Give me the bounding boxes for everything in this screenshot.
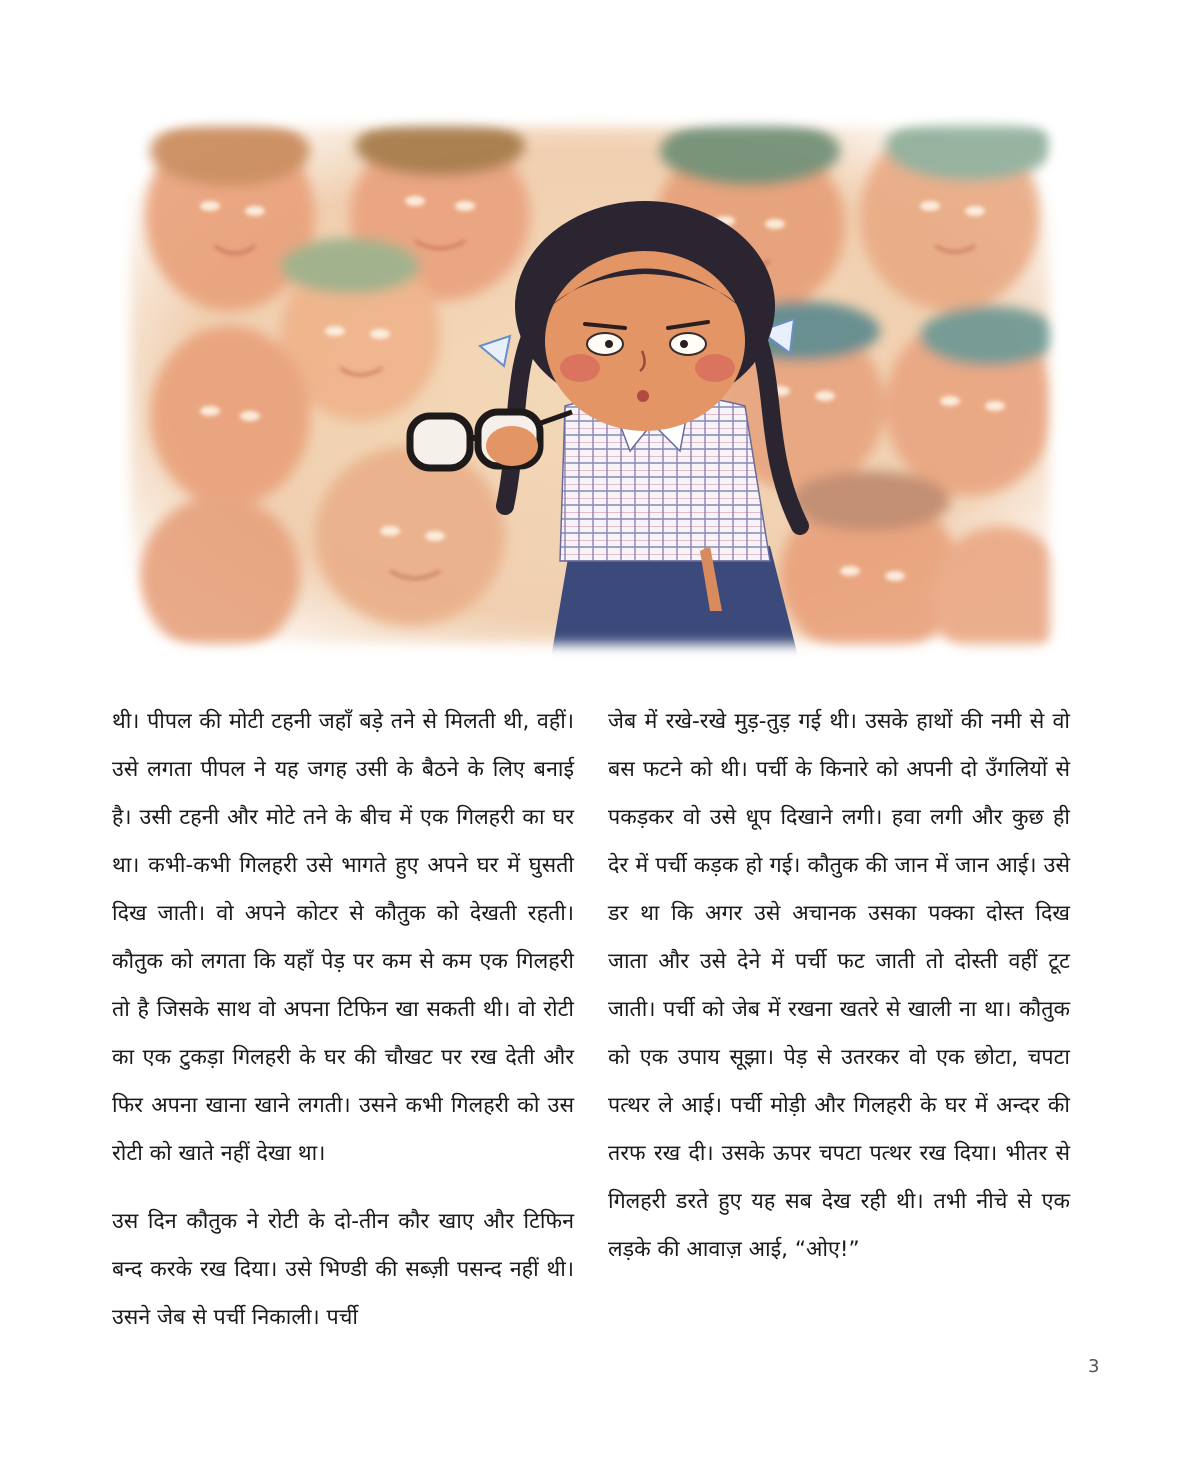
text-column-left [112, 698, 574, 1342]
page-number: 3 [1088, 1356, 1100, 1377]
paragraph: उस दिन कौतुक ने रोटी के दो-तीन कौर खाए और टिफिन बन्द करके रख दिया। उसे भिण्डी की सब्ज़ी पसन्द नहीं थी। उसने जेब से पर्ची निकाली। पर्ची [112, 1209, 574, 1330]
story-illustration [110, 106, 1070, 664]
paragraph: जेब में रखे-रखे मुड़-तुड़ गई थी। उसके हाथों की नमी से वो बस फटने को थी। पर्ची के किनारे को अपनी दो उँगलियों से पकड़कर वो उसे धूप दिखाने लगी। हवा लगी और कुछ ही देर में पर्ची कड़क हो गई। कौतुक की जान में जान आई। उसे डर था कि अगर उसे अचानक उसका पक्का दोस्त दिख जाता और उसे देने में पर्ची फट जाती तो दोस्ती वहीं टूट जाती। पर्ची को जेब में रखना खतरे से खाली ना था। कौतुक को एक उपाय सूझा। पेड़ से उतरकर वो एक छोटा, चपटा पत्थर ले आई। पर्ची मोड़ी और गिलहरी के घर में अन्दर की तरफ रख दी। उसके ऊपर चपटा पत्थर रख दिया। भीतर से गिलहरी डरते हुए यह सब देख रही थी। तभी नीचे से एक लड़के की आवाज़ आई, “ओए!” [608, 709, 1070, 1262]
girl-with-glasses-among-faces-image [110, 106, 1070, 664]
paragraph: थी। पीपल की मोटी टहनी जहाँ बड़े तने से मिलती थी, वहीं। उसे लगता पीपल ने यह जगह उसी के बैठने के लिए बनाई है। उसी टहनी और मोटे तने के बीच में एक गिलहरी का घर था। कभी-कभी गिलहरी उसे भागते हुए अपने घर में घुसती दिख जाती। वो अपने कोटर से कौतुक को देखती रहती। कौतुक को लगता कि यहाँ पेड़ पर कम से कम एक गिलहरी तो है जिसके साथ वो अपना टिफिन खा सकती थी। वो रोटी का एक टुकड़ा गिलहरी के घर की चौखट पर रख देती और फिर अपना खाना खाने लगती। उसने कभी गिलहरी को उस रोटी को खाते नहीं देखा था। [112, 709, 574, 1166]
text-column-right [608, 698, 1070, 1274]
